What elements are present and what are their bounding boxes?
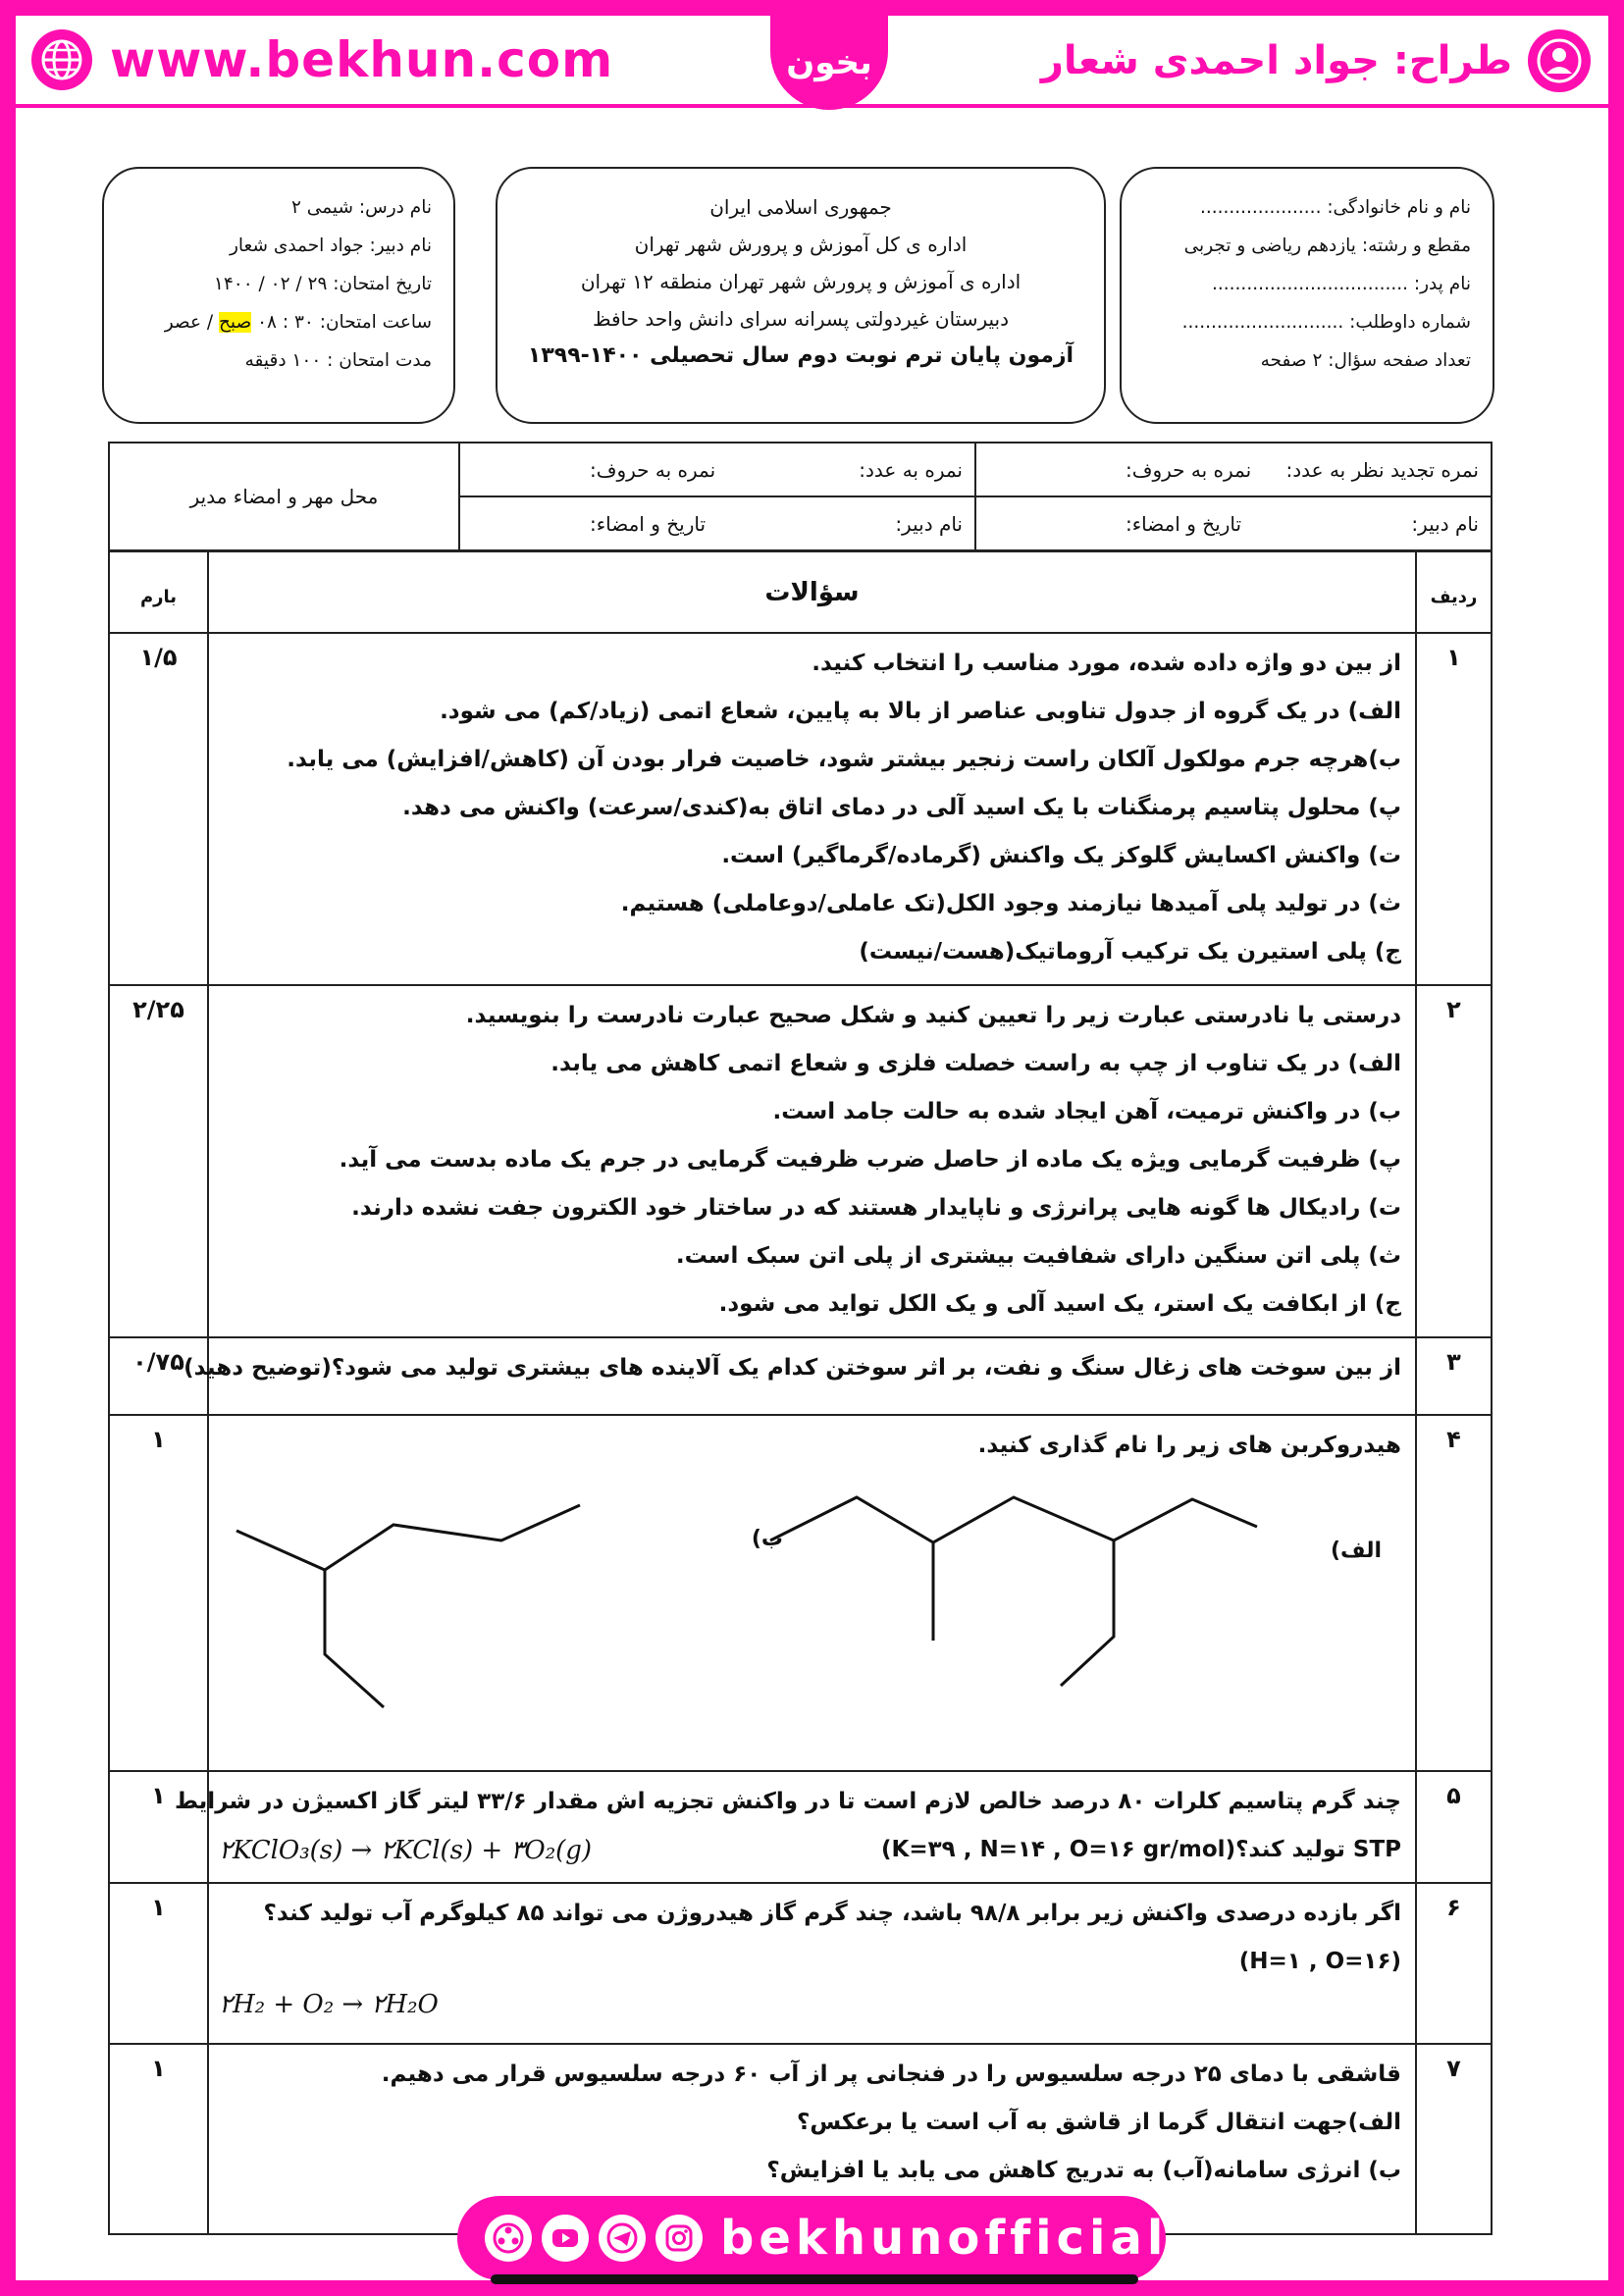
- question-row-1: [109, 633, 1492, 985]
- question-row-4: [109, 1415, 1492, 1771]
- question-line: از بین سوخت های زغال سنگ و نفت، بر اثر سوختن کدام یک آلاینده های بیشتری تولید می شود؟(توضیح دهید): [183, 1355, 1401, 1381]
- teacher-name: نام دبیر: جواد احمدی شعار: [229, 235, 432, 256]
- exam-time: [126, 303, 432, 341]
- question-number: ۳: [1416, 1337, 1492, 1415]
- questions-table: [108, 550, 1493, 2235]
- question-line: ب) انرژی سامانه(آب) به تدریج کاهش می یابد یا افزایش؟: [766, 2158, 1401, 2183]
- country-title: جمهوری اسلامی ایران: [709, 195, 892, 219]
- site-link[interactable]: [31, 29, 613, 90]
- exam-info-box: [102, 167, 455, 424]
- question-line: ب) در واکنش ترمیت، آهن ایجاد شده به حالت جامد است.: [772, 1099, 1401, 1124]
- revision-score-cell: [975, 443, 1492, 496]
- question-line: اگر بازده درصدی واکنش زیر برابر ۹۸/۸ باشد، چند گرم گاز هیدروژن می تواند ۸۵ کیلوگرم آب تولید کند؟: [263, 1901, 1401, 1926]
- question-number: ۷: [1416, 2044, 1492, 2234]
- question-line: الف) در یک گروه از جدول تناوبی عناصر از بالا به پایین، شعاع اتمی (زیاد/کم) می شود.: [440, 699, 1401, 724]
- exam-time-highlight: صبح: [218, 312, 252, 333]
- question-line: هیدروکربن های زیر را نام گذاری کنید.: [977, 1433, 1401, 1458]
- exam-time-prefix: ساعت امتحان: ۳۰ : ۰۸: [257, 312, 432, 333]
- question-score: ۱: [109, 2044, 208, 2234]
- structure-b-label: ب): [751, 1527, 783, 1551]
- question-number: ۱: [1416, 633, 1492, 985]
- question-row-5: [109, 1771, 1492, 1883]
- exam-duration: مدت امتحان : ۱۰۰ دقیقه: [244, 350, 432, 371]
- question-score: ۲/۲۵: [109, 985, 208, 1337]
- score-cell: [459, 443, 975, 496]
- exam-date: تاریخ امتحان: ۲۹ / ۰۲ / ۱۴۰۰: [213, 274, 432, 294]
- question-row-2: [109, 985, 1492, 1337]
- question-line: ت) رادیکال ها گونه هایی پرانرژی و ناپایدار هستند که در ساختار خود الکترون جفت نشده دارند.: [351, 1195, 1401, 1221]
- question-body: [175, 1771, 1416, 1883]
- exam-title: آزمون پایان ترم نوبت دوم سال تحصیلی ۱۴۰۰-۱۳۹۹: [527, 343, 1074, 368]
- question-body: [208, 633, 1416, 985]
- course-name: نام درس: شیمی ۲: [290, 197, 432, 218]
- header-divider: [16, 104, 1608, 108]
- question-body: [208, 1883, 1416, 2044]
- question-score: ۰/۷۵: [109, 1337, 208, 1415]
- question-line: ج) از ابکافت یک استر، یک اسید آلی و یک الکل تواید می شود.: [718, 1291, 1401, 1317]
- top-header: [16, 16, 1608, 106]
- structure-b-chain: [236, 1505, 580, 1570]
- social-icons: [485, 2215, 703, 2262]
- questions-header-row: [109, 551, 1492, 633]
- question-score: ۱: [109, 1415, 208, 1771]
- question-line: ث) پلی اتن سنگین دارای شفافیت بیشتری از پلی اتن سبک است.: [675, 1243, 1401, 1269]
- globe-icon: [31, 29, 92, 90]
- question-score: ۱: [109, 1771, 208, 1883]
- question-line: پ) ظرفیت گرمایی ویژه یک ماده از حاصل ضرب ظرفیت گرمایی در جرم یک ماده بدست می آید.: [339, 1147, 1401, 1173]
- question-line: پ) محلول پتاسیم پرمنگنات با یک اسید آلی در دمای اتاق به(کندی/سرعت) واکنش می دهد.: [402, 795, 1401, 820]
- site-url[interactable]: www.bekhun.com: [110, 31, 614, 88]
- header-questions: سؤالات: [208, 551, 1416, 633]
- structure-b-branch: [325, 1570, 384, 1707]
- score-table: [108, 442, 1493, 551]
- question-line-with-equation: [219, 1826, 1401, 1874]
- edu-office: اداره ی کل آموزش و پرورش شهر تهران: [634, 233, 968, 256]
- logo-text: بخون: [786, 43, 872, 82]
- question-number: ۶: [1416, 1883, 1492, 2044]
- structure-a-chain: [770, 1497, 1257, 1542]
- school-name: دبیرستان غیردولتی پسرانه سرای دانش واحد حافظ: [592, 307, 1010, 331]
- question-line: (H=۱ , O=۱۶): [1238, 1949, 1401, 1974]
- grade-field: مقطع و رشته: یازدهم ریاضی و تجربی: [1183, 235, 1471, 256]
- question-line: STP تولید کند؟(K=۳۹ , N=۱۴ , O=۱۶ gr/mol): [881, 1837, 1401, 1862]
- father-name-field: نام پدر: ..................................: [1212, 274, 1471, 294]
- designer-name: طراح: جواد احمدی شعار: [1040, 38, 1512, 83]
- student-info-box: [1120, 167, 1494, 424]
- logo: [770, 16, 888, 110]
- question-line: الف)جهت انتقال گرما از قاشق به آب است یا برعکس؟: [797, 2110, 1401, 2135]
- question-line: چند گرم پتاسیم کلرات ۸۰ درصد خالص لازم است تا در واکنش تجزیه اش مقدار ۳۳/۶ لیتر گاز اکسیژن در شرایط: [175, 1789, 1401, 1814]
- social-footer: [457, 2196, 1169, 2280]
- exam-time-suffix: / عصر: [164, 312, 214, 333]
- question-row-6: [109, 1883, 1492, 2044]
- question-line: الف) در یک تناوب از چپ به راست خصلت فلزی و شعاع اتمی کاهش می یابد.: [550, 1051, 1401, 1076]
- instagram-icon[interactable]: [655, 2215, 703, 2262]
- question-score: ۱/۵: [109, 633, 208, 985]
- candidate-number-field: شماره داوطلب: ............................: [1181, 312, 1471, 333]
- principal-seal-cell: محل مهر و امضاء مدیر: [109, 443, 459, 550]
- structure-a-label: الف): [1330, 1539, 1382, 1563]
- student-name-field: نام و نام خانوادگی: .....................: [1199, 197, 1471, 218]
- revision-score-letters: نمره به حروف:: [1126, 457, 1252, 482]
- question-number: ۵: [1416, 1771, 1492, 1883]
- question-number: ۴: [1416, 1415, 1492, 1771]
- school-info-box: [496, 167, 1106, 424]
- telegram-icon[interactable]: [599, 2215, 646, 2262]
- designer-credit: [1041, 29, 1591, 92]
- youtube-icon[interactable]: [542, 2215, 589, 2262]
- question-line: ب)هرچه جرم مولکول آلکان راست زنجیر بیشتر شود، خاصیت فرار بودن آن (کاهش/افزایش) می یابد.: [287, 747, 1401, 772]
- chemical-equation: ۲KClO₃(s) → ۲KCl(s) + ۳O₂(g): [219, 1835, 593, 1865]
- question-line: درستی یا نادرستی عبارت زیر را تعیین کنید و شکل صحیح عبارت نادرست را بنویسید.: [465, 1003, 1401, 1028]
- question-body: [183, 1337, 1416, 1415]
- question-score: ۱: [109, 1883, 208, 2044]
- score-number: نمره به عدد:: [859, 457, 963, 482]
- chemical-equation: ۲H₂ + O₂ → ۲H₂O: [219, 1990, 439, 2019]
- revision-date-sign: تاریخ و امضاء:: [1126, 511, 1242, 536]
- equation-wrap: [219, 1990, 1401, 2019]
- district-office: اداره ی آموزش و پرورش شهر تهران منطقه ۱۲ تهران: [580, 270, 1022, 293]
- question-body: [208, 1415, 1416, 1771]
- teacher-name-label: نام دبیر:: [895, 511, 963, 536]
- footer-shadow: [491, 2274, 1138, 2284]
- film-reel-icon[interactable]: [485, 2215, 532, 2262]
- teacher-date-sign: تاریخ و امضاء:: [590, 511, 707, 536]
- question-line: ث) در تولید پلی آمیدها نیازمند وجود الکل(تک عاملی/دوعاملی) هستیم.: [620, 891, 1401, 916]
- question-body: [208, 985, 1416, 1337]
- question-row-3: [109, 1337, 1492, 1415]
- structure-a-ethyl: [1061, 1540, 1114, 1686]
- teacher-cell: [459, 496, 975, 550]
- score-letters: نمره به حروف:: [590, 457, 716, 482]
- hydrocarbon-structures: [219, 1470, 1401, 1764]
- question-line: ت) واکنش اکسایش گلوکز یک واکنش (گرماده/گرماگیر) است.: [721, 843, 1401, 868]
- question-line: از بین دو واژه داده شده، مورد مناسب را انتخاب کنید.: [812, 651, 1401, 676]
- header-row-number: ردیف: [1416, 551, 1492, 633]
- revision-teacher-cell: [975, 496, 1492, 550]
- question-number: ۲: [1416, 985, 1492, 1337]
- question-line: ج) پلی استیرن یک ترکیب آروماتیک(هست/نیست): [859, 939, 1401, 965]
- social-handle[interactable]: bekhunofficial: [720, 2211, 1169, 2266]
- revision-teacher-name: نام دبیر:: [1411, 511, 1479, 536]
- header-score: بارم: [109, 551, 208, 633]
- page-count: تعداد صفحه سؤال: ۲ صفحه: [1260, 350, 1471, 371]
- skeletal-formulas: [219, 1470, 1416, 1725]
- revision-score-number: نمره تجدید نظر به عدد:: [1285, 457, 1479, 482]
- question-line: قاشقی با دمای ۲۵ درجه سلسیوس را در فنجانی پر از آب ۶۰ درجه سلسیوس قرار می دهیم.: [381, 2061, 1401, 2087]
- user-icon: [1528, 29, 1591, 92]
